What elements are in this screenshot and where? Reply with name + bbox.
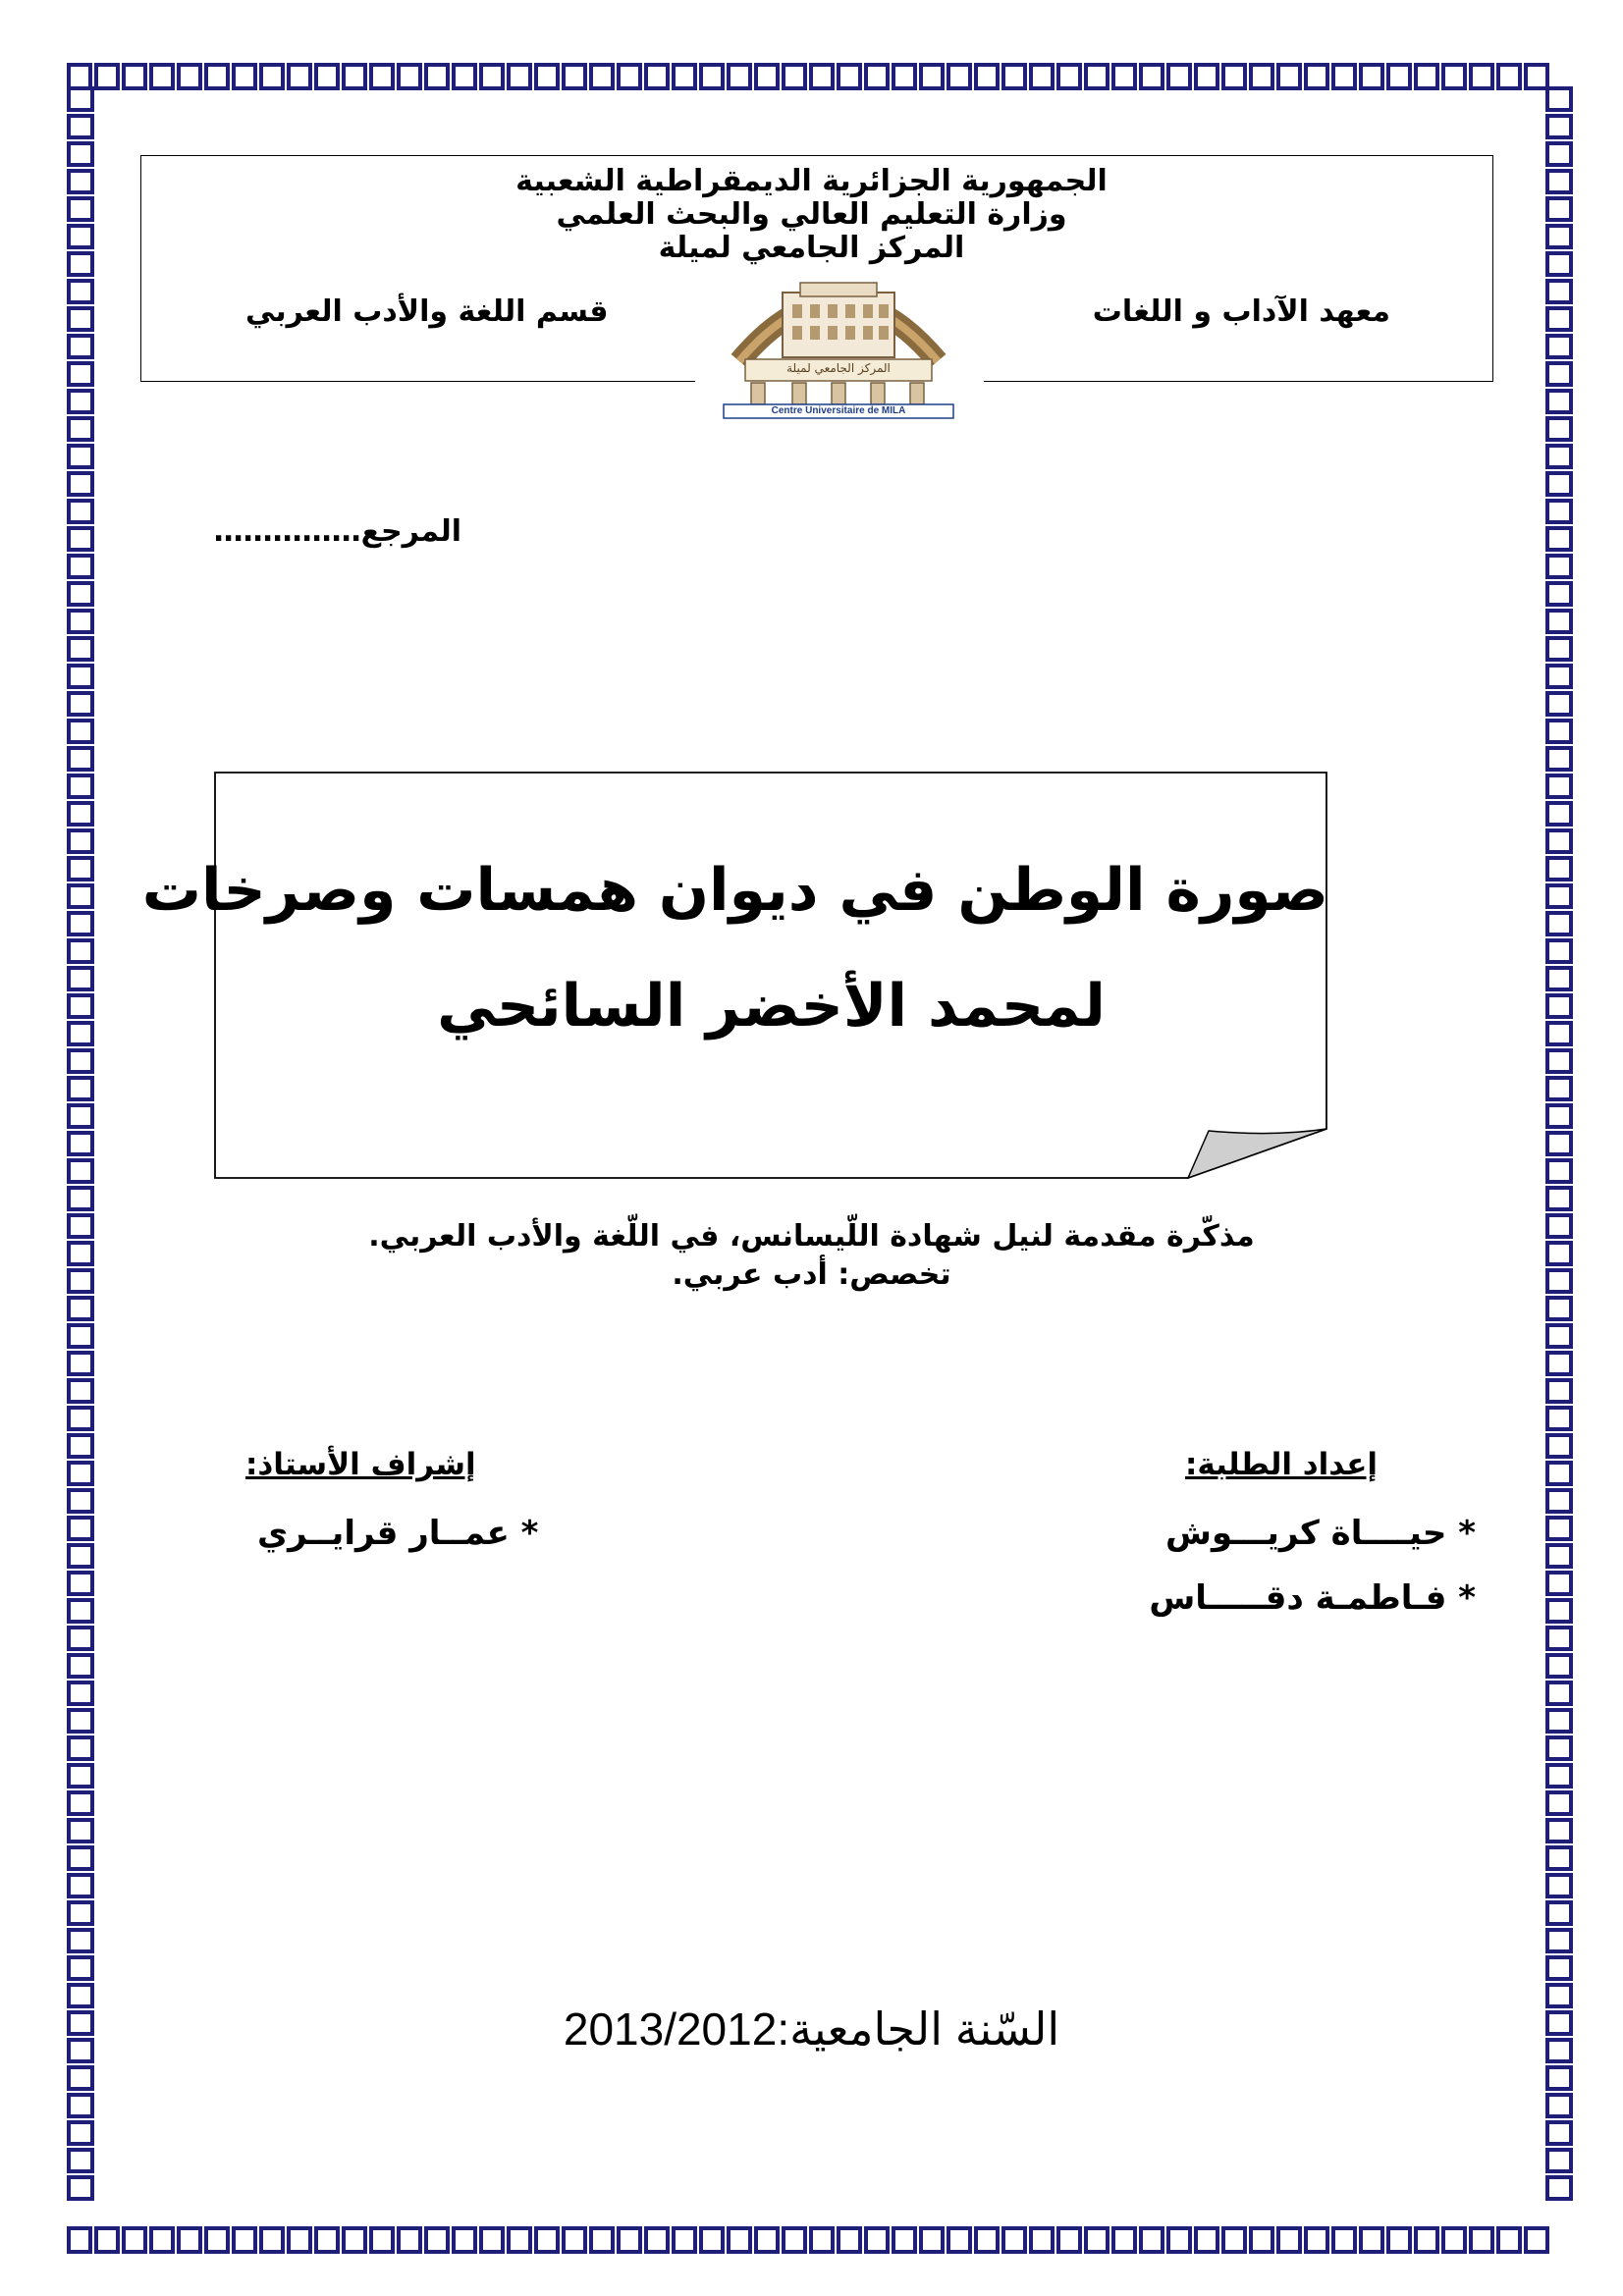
border-top-chain [69,65,1547,88]
academic-year-value: 2013/2012 [563,2003,778,2055]
folded-corner [1188,1129,1326,1178]
description-block [0,1219,1623,1292]
border-left-chain [69,88,92,2199]
title-text-block [141,856,1328,1041]
thesis-title-line2: لمحمد الأخضر السائحي [437,972,1106,1041]
institute-label: معهد الآداب و اللغات [1092,294,1390,329]
students-heading: إعداد الطلبة: [1184,1447,1378,1482]
thesis-title-line1: صورة الوطن في ديوان همسات وصرخات [141,856,1328,925]
university-building-icon [722,253,955,420]
header-titles [0,165,1623,265]
supervisor-name: * عمــار قرايــري [257,1514,539,1553]
student-name-2: * فـاطمـة دقـــــاس [1149,1578,1476,1618]
academic-year-label: السّنة الجامعية: [777,2003,1060,2055]
header-ministry: وزارة التعليم العالي والبحث العلمي [556,197,1067,232]
student-name-1: * حيــــاة كريـــوش [1165,1514,1476,1553]
reference-field [214,514,461,549]
thesis-specialty: تخصص: أدب عربي. [672,1257,951,1292]
logo-arabic-text: المركز الجامعي لميلة [786,361,891,375]
reference-dots: …………… [213,514,361,549]
header-republic: الجمهورية الجزائرية الديمقراطية الشعبية [515,164,1108,198]
border-bottom-chain [69,2228,1547,2252]
border-right-chain [1547,88,1571,2199]
university-logo [722,253,955,420]
logo-latin-text: Centre Universitaire de MILA [771,405,906,416]
thesis-description: مذكّرة مقدمة لنيل شهادة اللّيسانس، في اللّغة والأدب العربي. [368,1219,1255,1254]
supervisor-heading: إشراف الأستاذ: [245,1447,476,1482]
reference-label: المرجع [360,514,461,549]
department-label: قسم اللغة والأدب العربي [245,294,609,329]
header-center: المركز الجامعي لميلة [658,231,965,265]
academic-year [0,2002,1623,2056]
